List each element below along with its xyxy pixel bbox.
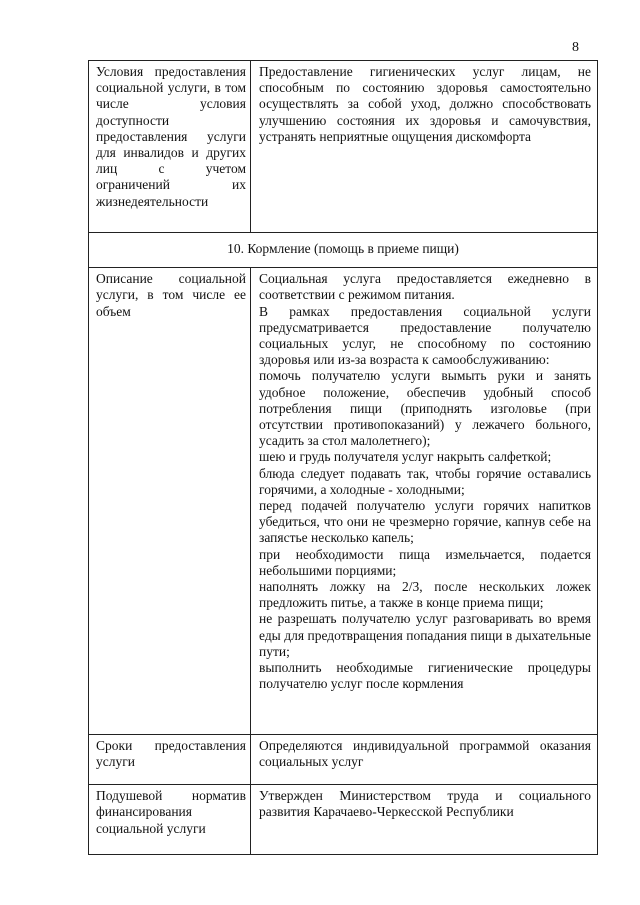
row-label-funding: Подушевой норматив финансирования социальной услуги <box>89 785 251 855</box>
description-line: перед подачей получателю услуги горячих напитков убедиться, что они не чрезмерно горячие, капнув себе на запястье несколько капель; <box>259 498 591 546</box>
description-line: Социальная услуга предоставляется ежедневно в соответствии с режимом питания. <box>259 271 591 303</box>
row-value-conditions: Предоставление гигиенических услуг лицам, не способным по состоянию здоровья самостоятельно осуществлять за собой уход, должно способствовать улучшению состояния их здоровья и самочувствия, устранять неприятные ощущения дискомфорта <box>251 61 598 233</box>
description-line: блюда следует подавать так, чтобы горячие оставались горячими, а холодные - холодными; <box>259 465 591 497</box>
description-line: выполнить необходимые гигиенические процедуры получателю услуг после кормления <box>259 660 591 692</box>
row-value-funding: Утвержден Министерством труда и социального развития Карачаево-Черкесской Республики <box>251 785 598 855</box>
description-line: наполнять ложку на 2/3, после нескольких ложек предложить питье, а также в конце приема пищи; <box>259 579 591 611</box>
description-line: помочь получателю услуги вымыть руки и занять удобное положение, обеспечив удобный способ потребления пищи (приподнять изголовье (при отсутствии противопоказаний) у лежачего больного, усадить за стол малолетнего); <box>259 368 591 449</box>
description-line: В рамках предоставления социальной услуги предусматривается предоставление получателю социальных услуг, не способному по состоянию здоровья или из-за возраста к самообслуживанию: <box>259 303 591 368</box>
row-label-conditions: Условия предоставления социальной услуги, в том числе условия доступности предоставления услуги для инвалидов и других лиц с учетом ограничений их жизнедеятельности <box>89 61 251 233</box>
page-number: 8 <box>572 40 579 55</box>
service-table <box>88 60 598 855</box>
table-row <box>89 735 598 785</box>
table-row <box>89 61 598 233</box>
table-row <box>89 268 598 735</box>
description-line: шею и грудь получателя услуг накрыть салфеткой; <box>259 449 552 465</box>
row-value-terms: Определяются индивидуальной программой оказания социальных услуг <box>251 735 598 785</box>
description-line: при необходимости пища измельчается, подается небольшими порциями; <box>259 546 591 578</box>
row-value-description <box>251 268 598 735</box>
table-row <box>89 233 598 268</box>
section-title: 10. Кормление (помощь в приеме пищи) <box>89 233 598 268</box>
row-label-description: Описание социальной услуги, в том числе ее объем <box>89 268 251 735</box>
description-line: не разрешать получателю услуг разговаривать во время еды для предотвращения попадания пищи в дыхательные пути; <box>259 611 591 659</box>
table-row <box>89 785 598 855</box>
row-label-terms: Сроки предоставления услуги <box>89 735 251 785</box>
